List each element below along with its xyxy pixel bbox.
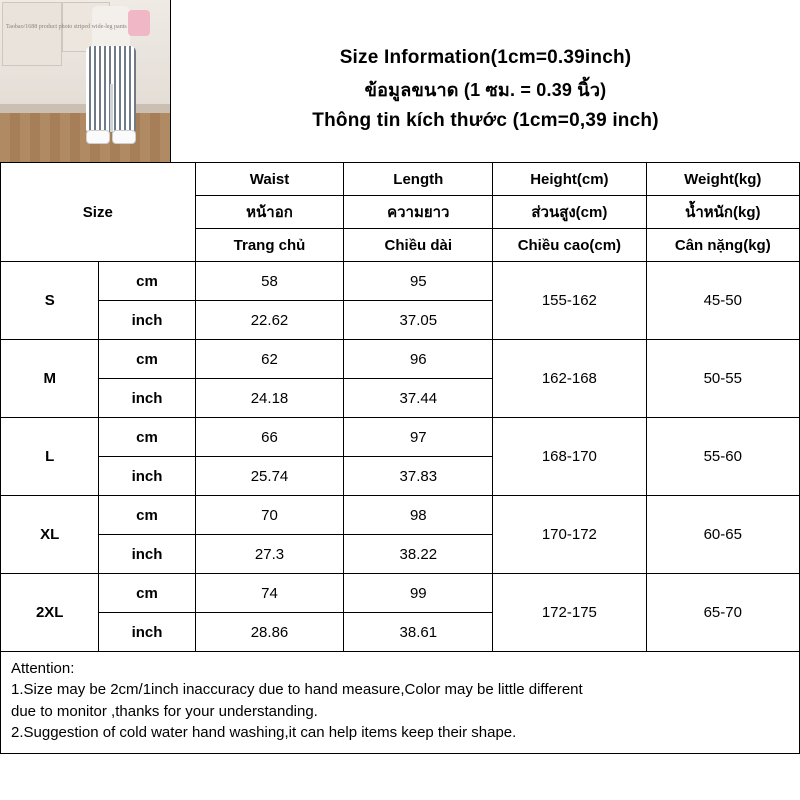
header-height-en: Height(cm) <box>493 163 646 196</box>
table-header-row-en <box>1 163 800 196</box>
unit-inch: inch <box>99 457 195 496</box>
unit-cm: cm <box>99 496 195 535</box>
title-block <box>170 0 800 162</box>
xl-length-cm: 98 <box>344 496 493 535</box>
l-height: 168-170 <box>493 418 646 496</box>
xxl-waist-inch: 28.86 <box>195 613 344 652</box>
title-english: Size Information(1cm=0.39inch) <box>339 46 632 68</box>
m-waist-inch: 24.18 <box>195 379 344 418</box>
row-size-l: L <box>1 418 99 496</box>
size-table <box>0 162 800 652</box>
m-height: 162-168 <box>493 340 646 418</box>
l-length-inch: 37.83 <box>344 457 493 496</box>
attention-note-2: 2.Suggestion of cold water hand washing,it can help items keep their shape. <box>11 723 517 741</box>
header-weight-vi: Cân nặng(kg) <box>646 229 799 262</box>
l-length-cm: 97 <box>344 418 493 457</box>
m-weight: 50-55 <box>646 340 799 418</box>
table-row <box>1 574 800 613</box>
unit-inch: inch <box>99 379 195 418</box>
xxl-weight: 65-70 <box>646 574 799 652</box>
attention-note-1b: due to monitor ,thanks for your understanding. <box>11 702 318 720</box>
attention-note-1a: 1.Size may be 2cm/1inch inaccuracy due to hand measure,Color may be little different <box>11 681 583 699</box>
photo-counter <box>0 104 170 114</box>
table-row <box>1 262 800 301</box>
s-weight: 45-50 <box>646 262 799 340</box>
s-length-cm: 95 <box>344 262 493 301</box>
header-waist-vi: Trang chủ <box>195 229 344 262</box>
unit-inch: inch <box>99 535 195 574</box>
m-length-inch: 37.44 <box>344 379 493 418</box>
m-length-cm: 96 <box>344 340 493 379</box>
photo-pants-seam <box>110 84 113 132</box>
photo-floor <box>0 113 170 162</box>
l-weight: 55-60 <box>646 418 799 496</box>
xl-height: 170-172 <box>493 496 646 574</box>
header-size-cell: Size <box>1 163 196 262</box>
l-waist-inch: 25.74 <box>195 457 344 496</box>
product-photo <box>0 0 170 162</box>
header-length-th: ความยาว <box>344 196 493 229</box>
photo-shoe-right <box>112 130 136 144</box>
table-row <box>1 418 800 457</box>
xl-waist-cm: 70 <box>195 496 344 535</box>
row-size-s: S <box>1 262 99 340</box>
xxl-length-inch: 38.61 <box>344 613 493 652</box>
header-length-en: Length <box>344 163 493 196</box>
photo-watermark: Taobao/1688 product photo striped wide-leg pants <box>6 24 127 30</box>
xl-weight: 60-65 <box>646 496 799 574</box>
title-vietnamese: Thông tin kích thước (1cm=0,39 inch) <box>312 109 659 131</box>
table-row <box>1 496 800 535</box>
s-waist-cm: 58 <box>195 262 344 301</box>
photo-cabinet-left <box>2 2 62 66</box>
unit-cm: cm <box>99 340 195 379</box>
attention-heading: Attention: <box>11 660 75 677</box>
unit-cm: cm <box>99 262 195 301</box>
header-height-th: ส่วนสูง(cm) <box>493 196 646 229</box>
photo-shoe-left <box>86 130 110 144</box>
header-weight-th: น้ำหนัก(kg) <box>646 196 799 229</box>
header-band <box>0 0 800 162</box>
unit-inch: inch <box>99 613 195 652</box>
unit-cm: cm <box>99 418 195 457</box>
header-weight-en: Weight(kg) <box>646 163 799 196</box>
photo-bag <box>128 10 150 36</box>
header-waist-en: Waist <box>195 163 344 196</box>
row-size-xl: XL <box>1 496 99 574</box>
header-length-vi: Chiều dài <box>344 229 493 262</box>
header-waist-th: หน้าอก <box>195 196 344 229</box>
xxl-height: 172-175 <box>493 574 646 652</box>
xl-length-inch: 38.22 <box>344 535 493 574</box>
attention-block <box>0 652 800 754</box>
s-length-inch: 37.05 <box>344 301 493 340</box>
unit-inch: inch <box>99 301 195 340</box>
xxl-waist-cm: 74 <box>195 574 344 613</box>
xl-waist-inch: 27.3 <box>195 535 344 574</box>
row-size-2xl: 2XL <box>1 574 99 652</box>
table-row <box>1 340 800 379</box>
s-height: 155-162 <box>493 262 646 340</box>
s-waist-inch: 22.62 <box>195 301 344 340</box>
unit-cm: cm <box>99 574 195 613</box>
title-thai: ข้อมูลขนาด (1 ซม. = 0.39 นิ้ว) <box>364 79 607 100</box>
row-size-m: M <box>1 340 99 418</box>
header-height-vi: Chiều cao(cm) <box>493 229 646 262</box>
m-waist-cm: 62 <box>195 340 344 379</box>
xxl-length-cm: 99 <box>344 574 493 613</box>
l-waist-cm: 66 <box>195 418 344 457</box>
